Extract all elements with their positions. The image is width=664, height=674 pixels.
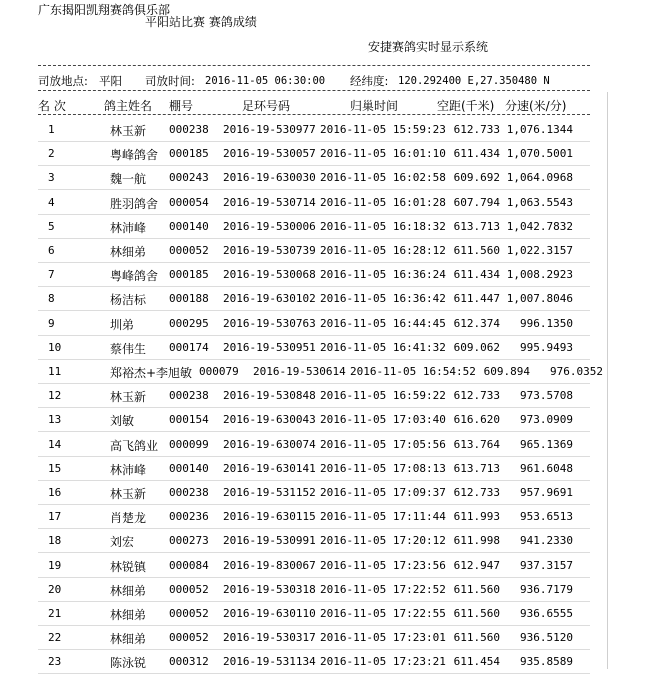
cell-rank: 12	[48, 389, 62, 403]
cell-rank: 5	[48, 219, 55, 233]
cell-distance: 609.692	[453, 171, 500, 185]
cell-rank: 19	[48, 558, 62, 572]
table-row	[0, 286, 664, 310]
col-rank: 名 次	[38, 99, 66, 113]
cell-distance: 611.560	[453, 244, 500, 257]
cell-ring: 2016-19-530848	[223, 389, 316, 403]
cell-speed: 965.1369	[520, 437, 573, 451]
cell-distance: 612.733	[453, 486, 500, 499]
cell-ring: 2016-19-531134	[223, 655, 316, 669]
col-ring: 足环号码	[242, 99, 291, 113]
table-row	[0, 407, 664, 431]
cell-ring: 2016-19-630043	[223, 413, 316, 427]
table-row	[0, 601, 664, 625]
divider-top	[38, 65, 590, 66]
cell-rank: 7	[48, 268, 55, 282]
cell-distance: 611.560	[453, 631, 500, 645]
cell-arrival: 2016-11-05 17:23:01	[320, 631, 446, 645]
cell-rank: 18	[48, 534, 62, 548]
cell-owner: 杨洁标	[110, 293, 147, 308]
table-row	[0, 553, 664, 577]
cell-distance: 613.713	[453, 219, 500, 233]
cell-ring: 2016-19-630141	[223, 461, 316, 475]
cell-rank: 14	[48, 437, 62, 451]
table-row	[0, 625, 664, 649]
cell-distance: 616.620	[453, 413, 500, 427]
cell-loft: 000052	[169, 244, 209, 257]
cell-rank: 10	[48, 340, 62, 354]
cell-loft: 000079	[199, 365, 239, 378]
cell-arrival: 2016-11-05 17:23:21	[320, 655, 446, 669]
cell-rank: 21	[48, 607, 62, 620]
cell-arrival: 2016-11-05 15:59:23	[320, 123, 446, 136]
cell-speed: 936.5120	[520, 631, 573, 645]
cell-ring: 2016-19-530951	[223, 340, 316, 354]
cell-loft: 000312	[169, 655, 209, 669]
cell-loft: 000185	[169, 147, 209, 161]
cell-loft: 000154	[169, 413, 209, 427]
cell-loft: 000238	[169, 123, 209, 136]
cell-ring: 2016-19-630074	[223, 437, 316, 451]
cell-speed: 973.5708	[520, 389, 573, 403]
cell-speed: 1,007.8046	[506, 292, 573, 306]
cell-owner: 林沛峰	[110, 220, 147, 235]
cell-arrival: 2016-11-05 16:44:45	[320, 316, 446, 330]
cell-speed: 976.0352	[550, 365, 603, 378]
coords-label: 经纬度:	[350, 74, 389, 88]
table-row	[0, 141, 664, 165]
cell-distance: 607.794	[453, 195, 500, 209]
cell-owner: 刘宏	[110, 535, 135, 550]
cell-rank: 4	[48, 195, 55, 209]
cell-loft: 000238	[169, 486, 209, 499]
cell-loft: 000174	[169, 340, 209, 354]
cell-speed: 953.6513	[520, 510, 573, 524]
table-row	[0, 214, 664, 238]
cell-arrival: 2016-11-05 17:11:44	[320, 510, 446, 524]
cell-arrival: 2016-11-05 17:09:37	[320, 486, 446, 499]
cell-loft: 000099	[169, 437, 209, 451]
cell-arrival: 2016-11-05 17:22:55	[320, 607, 446, 620]
cell-distance: 611.560	[453, 607, 500, 620]
cell-rank: 3	[48, 171, 55, 185]
cell-distance: 612.733	[453, 123, 500, 136]
release-place-label: 司放地点:	[38, 74, 88, 88]
cell-arrival: 2016-11-05 16:36:24	[320, 268, 446, 282]
cell-arrival: 2016-11-05 16:02:58	[320, 171, 446, 185]
cell-distance: 611.560	[453, 582, 500, 596]
col-loft: 棚号	[169, 99, 194, 113]
cell-owner: 高飞鸽业	[110, 438, 159, 453]
cell-loft: 000052	[169, 631, 209, 645]
col-distance: 空距(千米)	[437, 99, 495, 113]
cell-ring: 2016-19-530977	[223, 123, 316, 136]
cell-ring: 2016-19-530057	[223, 147, 316, 161]
system-name: 安捷赛鸽实时显示系统	[368, 40, 489, 54]
cell-loft: 000140	[169, 219, 209, 233]
cell-speed: 995.9493	[520, 340, 573, 354]
cell-owner: 郑裕杰+李旭敏	[110, 366, 193, 380]
cell-rank: 8	[48, 292, 55, 306]
cell-distance: 613.764	[453, 437, 500, 451]
cell-rank: 23	[48, 655, 62, 669]
cell-arrival: 2016-11-05 16:54:52	[350, 365, 476, 378]
table-row	[0, 504, 664, 528]
cell-speed: 1,008.2923	[506, 268, 573, 282]
cell-rank: 6	[48, 244, 55, 257]
cell-loft: 000273	[169, 534, 209, 548]
cell-owner: 林细弟	[110, 245, 147, 259]
cell-arrival: 2016-11-05 16:36:42	[320, 292, 446, 306]
divider-info	[38, 90, 590, 91]
coords-value: 120.292400 E,27.350480 N	[398, 75, 550, 87]
release-time-value: 2016-11-05 06:30:00	[205, 75, 326, 87]
col-owner: 鸽主姓名	[104, 99, 153, 113]
cell-ring: 2016-19-530991	[223, 534, 316, 548]
cell-distance: 611.993	[453, 510, 500, 524]
cell-arrival: 2016-11-05 16:41:32	[320, 340, 446, 354]
cell-rank: 11	[48, 365, 62, 378]
table-row	[0, 359, 664, 383]
table-row	[0, 335, 664, 359]
cell-owner: 蔡伟生	[110, 341, 147, 356]
cell-speed: 1,063.5543	[506, 195, 573, 209]
cell-speed: 957.9691	[520, 486, 573, 499]
col-speed: 分速(米/分)	[505, 99, 567, 113]
release-place: 平阳	[99, 74, 122, 88]
cell-loft: 000295	[169, 316, 209, 330]
cell-loft: 000243	[169, 171, 209, 185]
table-row	[0, 480, 664, 504]
divider-header	[38, 114, 590, 115]
table-row	[0, 238, 664, 262]
table-row	[0, 117, 664, 141]
cell-rank: 2	[48, 147, 55, 161]
cell-ring: 2016-19-630110	[223, 607, 316, 620]
cell-speed: 961.6048	[520, 461, 573, 475]
cell-distance: 611.998	[453, 534, 500, 548]
cell-speed: 1,070.5001	[506, 147, 573, 161]
table-row	[0, 383, 664, 407]
table-row	[0, 432, 664, 456]
cell-rank: 15	[48, 461, 62, 475]
cell-ring: 2016-19-630102	[223, 292, 316, 306]
cell-owner: 肖楚龙	[110, 511, 147, 526]
cell-arrival: 2016-11-05 16:01:10	[320, 147, 446, 161]
cell-arrival: 2016-11-05 16:01:28	[320, 195, 446, 209]
cell-arrival: 2016-11-05 17:22:52	[320, 582, 446, 596]
cell-distance: 609.062	[453, 340, 500, 354]
cell-arrival: 2016-11-05 17:20:12	[320, 534, 446, 548]
cell-speed: 941.2330	[520, 534, 573, 548]
cell-loft: 000188	[169, 292, 209, 306]
cell-arrival: 2016-11-05 17:03:40	[320, 413, 446, 427]
cell-speed: 996.1350	[520, 316, 573, 330]
cell-loft: 000140	[169, 461, 209, 475]
cell-loft: 000238	[169, 389, 209, 403]
cell-ring: 2016-19-630115	[223, 510, 316, 524]
cell-owner: 粤峰鸽舍	[110, 269, 159, 284]
table-row	[0, 262, 664, 286]
table-row	[0, 190, 664, 214]
table-row	[0, 311, 664, 335]
table-row	[0, 528, 664, 552]
cell-rank: 13	[48, 413, 62, 427]
cell-owner: 林沛峰	[110, 462, 147, 477]
cell-arrival: 2016-11-05 16:59:22	[320, 389, 446, 403]
cell-speed: 937.3157	[520, 558, 573, 572]
club-name: 广东揭阳凯翔赛鸽俱乐部	[38, 3, 171, 17]
cell-ring: 2016-19-630030	[223, 171, 316, 185]
cell-distance: 611.454	[453, 655, 500, 669]
race-title: 平阳站比赛 赛鸽成绩	[145, 15, 257, 29]
cell-speed: 1,042.7832	[506, 219, 573, 233]
cell-owner: 陈泳锐	[110, 656, 147, 671]
cell-ring: 2016-19-530714	[223, 195, 316, 209]
cell-distance: 612.733	[453, 389, 500, 403]
cell-owner: 林玉新	[110, 124, 147, 138]
cell-loft: 000054	[169, 195, 209, 209]
cell-loft: 000052	[169, 607, 209, 620]
cell-speed: 973.0909	[520, 413, 573, 427]
coords	[398, 73, 550, 87]
cell-ring: 2016-19-530739	[223, 244, 316, 257]
cell-distance: 613.713	[453, 461, 500, 475]
cell-distance: 609.894	[483, 365, 530, 378]
release-time-label: 司放时间:	[145, 74, 195, 88]
cell-speed: 1,064.0968	[506, 171, 573, 185]
cell-owner: 胜羽鸽舍	[110, 196, 159, 211]
cell-distance: 611.434	[453, 268, 500, 282]
cell-owner: 林玉新	[110, 487, 147, 501]
cell-distance: 612.374	[453, 316, 500, 330]
cell-distance: 611.434	[453, 147, 500, 161]
cell-ring: 2016-19-530763	[223, 316, 316, 330]
cell-speed: 1,022.3157	[506, 244, 573, 257]
table-row	[0, 649, 664, 673]
cell-arrival: 2016-11-05 17:08:13	[320, 461, 446, 475]
cell-ring: 2016-19-530317	[223, 631, 316, 645]
cell-ring: 2016-19-830067	[223, 558, 316, 572]
cell-arrival: 2016-11-05 17:05:56	[320, 437, 446, 451]
cell-arrival: 2016-11-05 16:28:12	[320, 244, 446, 257]
cell-distance: 611.447	[453, 292, 500, 306]
cell-speed: 936.7179	[520, 582, 573, 596]
cell-rank: 20	[48, 582, 62, 596]
cell-ring: 2016-19-530614	[253, 365, 346, 378]
cell-ring: 2016-19-530068	[223, 268, 316, 282]
cell-ring: 2016-19-530006	[223, 219, 316, 233]
cell-loft: 000052	[169, 582, 209, 596]
cell-loft: 000185	[169, 268, 209, 282]
cell-distance: 612.947	[453, 558, 500, 572]
cell-rank: 17	[48, 510, 62, 524]
cell-speed: 936.6555	[520, 607, 573, 620]
cell-owner: 圳弟	[110, 317, 135, 332]
cell-owner: 林锐镇	[110, 559, 147, 574]
cell-owner: 林玉新	[110, 390, 147, 405]
cell-rank: 1	[48, 123, 55, 136]
table-row	[0, 165, 664, 189]
cell-ring: 2016-19-531152	[223, 486, 316, 499]
table-row	[0, 577, 664, 601]
cell-rank: 16	[48, 486, 62, 499]
cell-rank: 9	[48, 316, 55, 330]
cell-owner: 刘敏	[110, 414, 135, 429]
cell-ring: 2016-19-530318	[223, 582, 316, 596]
cell-loft: 000236	[169, 510, 209, 524]
cell-owner: 林细弟	[110, 608, 147, 622]
release-time	[205, 73, 325, 87]
cell-arrival: 2016-11-05 17:23:56	[320, 558, 446, 572]
cell-owner: 林细弟	[110, 583, 147, 598]
cell-loft: 000084	[169, 558, 209, 572]
table-row	[0, 456, 664, 480]
cell-owner: 林细弟	[110, 632, 147, 647]
cell-speed: 1,076.1344	[506, 123, 573, 136]
cell-owner: 魏一航	[110, 172, 147, 187]
cell-rank: 22	[48, 631, 62, 645]
col-arrival: 归巢时间	[350, 99, 399, 113]
cell-speed: 935.8589	[520, 655, 573, 669]
cell-owner: 粤峰鸽舍	[110, 148, 159, 163]
cell-arrival: 2016-11-05 16:18:32	[320, 219, 446, 233]
